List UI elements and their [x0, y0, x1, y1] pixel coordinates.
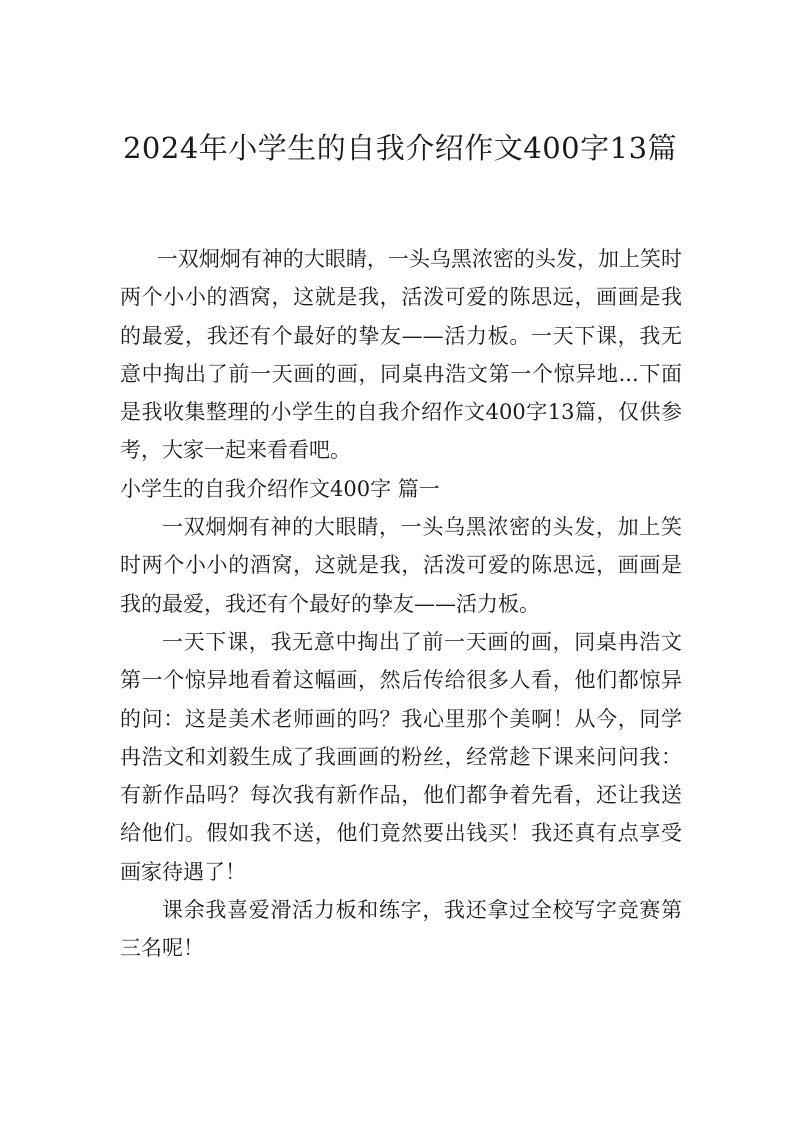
- section-heading: 小学生的自我介绍作文400字 篇一: [120, 476, 440, 501]
- body-paragraph-1: 一双炯炯有神的大眼睛，一头乌黑浓密的头发，加上笑时两个小小的酒窝，这就是我，活泼可爱的陈思远，画画是我的最爱，我还有个最好的挚友——活力板。: [120, 515, 682, 616]
- body-paragraph-2: 一天下课，我无意中掏出了前一天画的画，同桌冉浩文第一个惊异地看着这幅画，然后传给很多人看，他们都惊异的问：这是美术老师画的吗？我心里那个美啊！从今，同学冉浩文和刘毅生成了我画画的粉丝，经常趁下课来问问我：有新作品吗？每次我有新作品，他们都争着先看，还让我送给他们。假如我不送，他们竟然要出钱买！我还真有点享受画家待遇了！: [120, 629, 682, 884]
- body-paragraph-3: 课余我喜爱滑活力板和练字，我还拿过全校写字竞赛第三名呢！: [120, 898, 682, 961]
- document-title: 2024年小学生的自我介绍作文400字13篇: [122, 131, 678, 165]
- intro-paragraph: 一双炯炯有神的大眼睛，一头乌黑浓密的头发，加上笑时两个小小的酒窝，这就是我，活泼可爱的陈思远，画画是我的最爱，我还有个最好的挚友——活力板。一天下课，我无意中掏出了前一天画的画，同桌冉浩文第一个惊异地...下面是我收集整理的小学生的自我介绍作文400字13篇，仅供参考，大家一起来看看吧。: [120, 247, 682, 463]
- document-body: [120, 240, 682, 968]
